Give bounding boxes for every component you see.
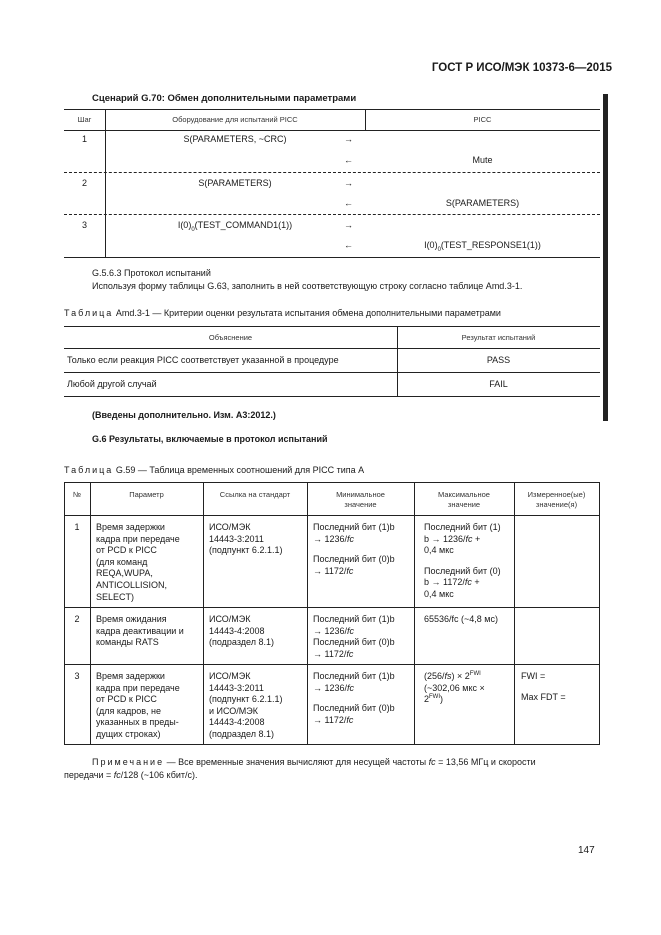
amd-table-caption: Таблица Amd.3-1 — Критерии оценки результата испытания обмена дополнительными параметрами [64, 308, 501, 318]
note-line-2: передачи = fc/128 (~106 кбит/с). [64, 770, 198, 780]
amd-row-explanation: Любой другой случай [67, 379, 157, 389]
scenario-col-picc: PICC [473, 115, 492, 124]
g59-row-rule [64, 664, 600, 665]
scenario-title: Сценарий G.70: Обмен дополнительными параметрами [92, 93, 357, 104]
g59-row-measured: FWI = Max FDT = [521, 671, 566, 702]
step-response: $I(0)_0(TEST\_RESPONSE1(1))$ [424, 240, 541, 253]
step-number: 2 [81, 178, 87, 188]
g59-row-max: Последний бит (1) b → 1236/fc + 0,4 мкс Последний бит (0) b → 1172/fc + 0,4 мкс [424, 522, 501, 599]
g59-col-divider [307, 482, 308, 744]
g59-row-min: Последний бит (1)b → 1236/fc Последний бит (0)b → 1172/fc [313, 614, 395, 659]
g59-table-bottom-rule [64, 744, 600, 745]
step-separator [64, 214, 600, 215]
g59-col-param: Параметр [129, 490, 164, 499]
g59-col-divider [514, 482, 515, 744]
g59-header-rule [64, 515, 600, 516]
scenario-col-equipment: Оборудование для испытаний PICC [172, 115, 298, 124]
step-response: S(PARAMETERS) [445, 198, 520, 208]
g59-col-num: № [72, 490, 82, 499]
step-separator [64, 172, 600, 173]
g59-row-param: Время задержки кадра при передаче от PCD к PICC (для команд REQA,WUPA, ANTICOLLISION, SELECT) [96, 522, 180, 602]
g59-row-min: Последний бит (1)b → 1236/fc Последний бит (0)b → 1172/fc [313, 522, 395, 576]
amendment-note: (Введены дополнительно. Изм. A3:2012.) [92, 410, 276, 420]
protocol-heading: G.5.6.3 Протокол испытаний [92, 268, 211, 278]
step-command: S(PARAMETERS, ~CRC) [183, 134, 287, 144]
g59-col-min: Минимальное значение [336, 490, 385, 509]
arrow-right-icon: → [344, 134, 353, 144]
amd-row-result: FAIL [489, 379, 508, 389]
scenario-col-step: Шаг [77, 115, 92, 124]
g59-table-top-rule [64, 482, 600, 483]
step-response: Mute [472, 155, 493, 165]
arrow-left-icon: ← [344, 240, 353, 250]
step-number: 3 [81, 220, 87, 230]
document-code: ГОСТ Р ИСО/МЭК 10373-6—2015 [431, 62, 612, 74]
g59-col-divider [203, 482, 204, 744]
g59-col-max: Максимальное значение [438, 490, 490, 509]
g59-row-max: 65536/fc (~4,8 мс) [424, 614, 498, 624]
step-command: $I(0)_0(TEST\_COMMAND1(1))$ [177, 220, 293, 233]
arrow-right-icon: → [344, 178, 353, 188]
amd-col-result: Результат испытаний [461, 333, 536, 342]
page-number: 147 [578, 845, 595, 856]
g59-table-caption: Таблица G.59 — Таблица временных соотношений для PICC типа A [64, 465, 365, 475]
scenario-table-bottom-rule [64, 257, 600, 258]
arrow-left-icon: ← [344, 155, 353, 165]
g59-row-num: 3 [74, 671, 80, 681]
g59-row-min: Последний бит (1)b → 1236/fc Последний бит (0)b → 1172/fc [313, 671, 395, 725]
g59-row-num: 2 [74, 614, 80, 624]
arrow-right-icon: → [344, 220, 353, 230]
section-g6-heading: G.6 Результаты, включаемые в протокол испытаний [92, 434, 328, 444]
g59-border-right [599, 482, 600, 744]
amd-table-top-rule [64, 326, 600, 327]
arrow-left-icon: ← [344, 198, 353, 208]
g59-row-rule [64, 607, 600, 608]
amd-col-explanation: Объяснение [208, 333, 253, 342]
scenario-table-top-rule [64, 109, 600, 110]
g59-col-divider [414, 482, 415, 744]
protocol-text: Используя форму таблицы G.63, заполнить в ней соответствующую строку согласно таблице Amd.3-1. [92, 281, 523, 291]
g59-row-max: $(256/fs) \times 2^{FWI}$ (~302,06 мкс × $2^{FWI}$) [424, 671, 485, 705]
note-line-1: Примечание — Все временные значения вычисляют для несущей частоты fc = 13,56 МГц и скорости [92, 757, 536, 767]
g59-col-divider [90, 482, 91, 744]
step-command: S(PARAMETERS) [198, 178, 272, 188]
amd-row-result: PASS [486, 355, 511, 365]
g59-col-measured: Измеренное(ые) значение(я) [527, 490, 586, 509]
g59-row-ref: ИСО/МЭК 14443-4:2008 (подраздел 8.1) [209, 614, 274, 648]
g59-row-num: 1 [74, 522, 80, 532]
step-number: 1 [81, 134, 87, 144]
g59-row-ref: ИСО/МЭК 14443-3:2011 (подпункт 6.2.1.1) и ИСО/МЭК 14443-4:2008 (подраздел 8.1) [209, 671, 283, 739]
amd-row-rule [64, 372, 600, 373]
change-bar [603, 94, 608, 421]
g59-row-param: Время ожидания кадра деактивации и команды RATS [96, 614, 184, 648]
g59-row-param: Время задержки кадра при передаче от PCD к PICC (для кадров, не указанных в преды- дущих строках) [96, 671, 180, 739]
scenario-header-rule [64, 130, 600, 131]
amd-header-rule [64, 348, 600, 349]
g59-col-ref: Ссылка на стандарт [219, 490, 291, 499]
g59-row-ref: ИСО/МЭК 14443-3:2011 (подпункт 6.2.1.1) [209, 522, 283, 556]
amd-row-explanation: Только если реакция PICC соответствует указанной в процедуре [67, 355, 339, 365]
amd-table-bottom-rule [64, 396, 600, 397]
